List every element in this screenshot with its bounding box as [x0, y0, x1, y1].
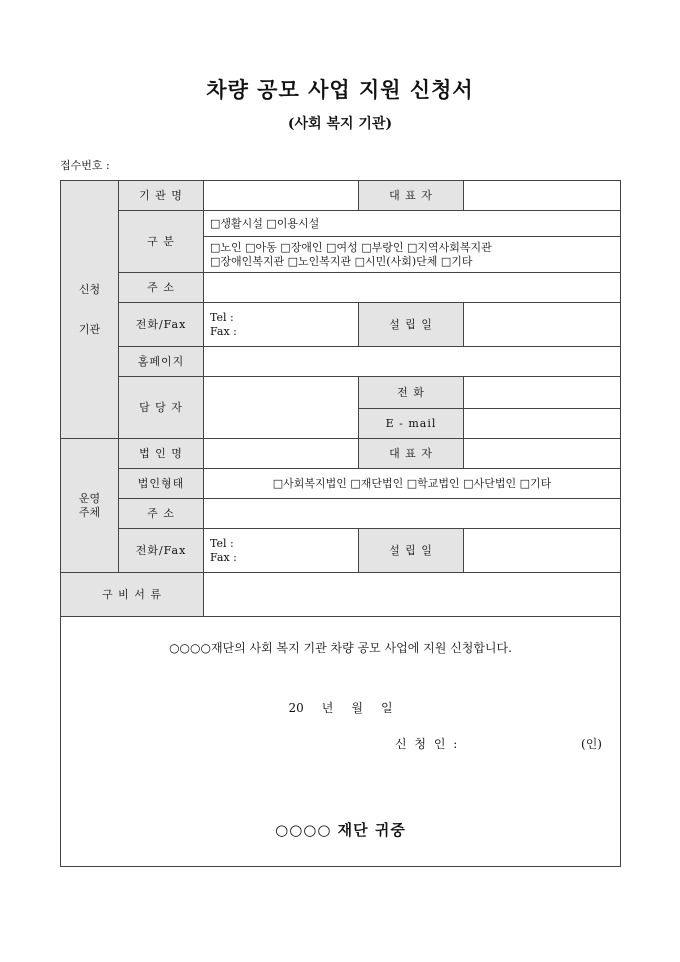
- org-founded-label: 설 립 일: [359, 303, 464, 347]
- manager-field[interactable]: [204, 377, 359, 439]
- date-month-label: 월: [351, 701, 363, 715]
- documents-field[interactable]: [204, 573, 621, 617]
- corp-rep-field[interactable]: [464, 439, 621, 469]
- target-type-checkboxes-line2[interactable]: □장애인복지관 □노인복지관 □시민(사회)단체 □기타: [210, 254, 473, 268]
- facility-type-options[interactable]: [204, 211, 621, 237]
- form-subtitle: (사회 복지 기관): [287, 116, 393, 132]
- declaration-cell: [61, 617, 621, 867]
- org-name-field[interactable]: [204, 181, 359, 211]
- corp-address-label: 주 소: [119, 499, 204, 529]
- manager-phone-label: 전 화: [359, 377, 464, 409]
- org-address-label: 주 소: [119, 273, 204, 303]
- corp-name-label: 법 인 명: [119, 439, 204, 469]
- manager-label: 담 당 자: [119, 377, 204, 439]
- target-type-options[interactable]: [204, 237, 621, 273]
- corp-phone-fax-label: 전화/Fax: [119, 529, 204, 573]
- row-manager-phone: [61, 377, 621, 409]
- corp-founded-label: 설 립 일: [359, 529, 464, 573]
- org-rep-field[interactable]: [464, 181, 621, 211]
- declaration-block: [61, 617, 620, 866]
- row-corp-phone: [61, 529, 621, 573]
- group-applicant-org-line1: 신청: [78, 282, 101, 296]
- application-date[interactable]: [61, 701, 620, 715]
- group-operating-body-line1: 운영: [78, 491, 101, 505]
- group-operating-body-line2: 주체: [78, 505, 101, 519]
- corp-rep-label: 대 표 자: [359, 439, 464, 469]
- row-org-phone: [61, 303, 621, 347]
- corp-type-checkboxes[interactable]: □사회복지법인 □재단법인 □학교법인 □사단법인 □기타: [272, 476, 552, 490]
- applicant-signature-label: 신 청 인 :: [395, 737, 460, 751]
- manager-phone-field[interactable]: [464, 377, 621, 409]
- org-name-label: 기 관 명: [119, 181, 204, 211]
- corp-type-label: 법인형태: [119, 469, 204, 499]
- form-title: 차량 공모 사업 지원 신청서: [206, 77, 474, 102]
- row-corp-address: [61, 499, 621, 529]
- row-corp-name: [61, 439, 621, 469]
- manager-email-field[interactable]: [464, 409, 621, 439]
- row-category-facility: [61, 211, 621, 237]
- corp-fax-label: Fax :: [210, 550, 237, 564]
- facility-type-checkboxes[interactable]: □생활시설 □이용시설: [210, 216, 320, 230]
- row-org-name: [61, 181, 621, 211]
- org-fax-label: Fax :: [210, 324, 237, 338]
- manager-email-label: E - mail: [359, 409, 464, 439]
- corp-tel-label: Tel :: [210, 536, 234, 550]
- corp-phone-fax-field[interactable]: [204, 529, 359, 573]
- target-type-checkboxes-line1[interactable]: □노인 □아동 □장애인 □여성 □부랑인 □지역사회복지관: [210, 240, 492, 254]
- homepage-label: 홈페이지: [119, 347, 204, 377]
- group-operating-body: [61, 439, 119, 573]
- date-year-label: 년: [321, 701, 334, 715]
- org-phone-fax-field[interactable]: [204, 303, 359, 347]
- seal-mark-label: (인): [581, 737, 602, 751]
- corp-founded-field[interactable]: [464, 529, 621, 573]
- row-corp-type: [61, 469, 621, 499]
- corp-name-field[interactable]: [204, 439, 359, 469]
- org-phone-fax-label: 전화/Fax: [119, 303, 204, 347]
- date-day-label: 일: [380, 701, 393, 715]
- row-declaration: [61, 617, 621, 867]
- documents-label: 구 비 서 류: [61, 573, 204, 617]
- addressee: ○○○○ 재단 귀중: [275, 821, 406, 839]
- corp-address-field[interactable]: [204, 499, 621, 529]
- group-applicant-org-line2: 기관: [78, 322, 101, 336]
- org-address-field[interactable]: [204, 273, 621, 303]
- org-rep-label: 대 표 자: [359, 181, 464, 211]
- category-label: 구 분: [119, 211, 204, 273]
- corp-type-options[interactable]: [204, 469, 621, 499]
- row-homepage: [61, 347, 621, 377]
- application-form-table: [60, 180, 621, 867]
- receipt-number-label: 접수번호 :: [60, 159, 110, 172]
- group-applicant-org: [61, 181, 119, 439]
- declaration-statement: ○○○○재단의 사회 복지 기관 차량 공모 사업에 지원 신청합니다.: [169, 641, 512, 655]
- row-org-address: [61, 273, 621, 303]
- row-documents: [61, 573, 621, 617]
- org-tel-label: Tel :: [210, 310, 234, 324]
- date-year-prefix: 20: [288, 701, 304, 715]
- org-founded-field[interactable]: [464, 303, 621, 347]
- homepage-field[interactable]: [204, 347, 621, 377]
